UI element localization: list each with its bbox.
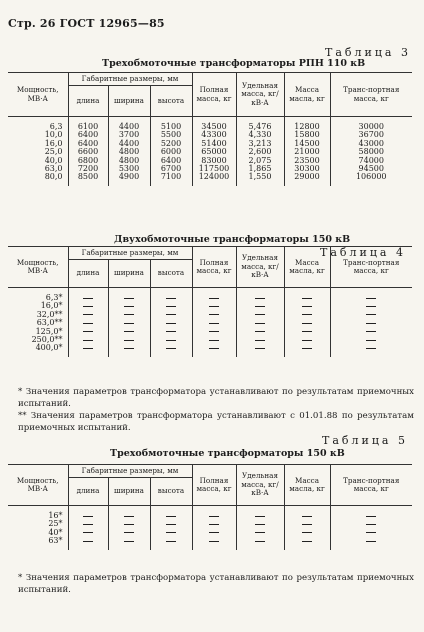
value-cell: 5100 [150,123,192,131]
value-cell: 2,600 [236,148,284,156]
dash-cell [108,529,150,537]
dash-cell [284,336,330,344]
power-cell: 40* [8,529,68,537]
dash-cell [108,537,150,545]
dash-mark [166,541,176,542]
dash-mark [366,532,376,533]
value-cell: 12800 [284,123,330,131]
dash-cell [68,302,108,310]
value-cell: 117500 [192,165,236,173]
dash-cell [150,319,192,327]
value-cell: 1,550 [236,173,284,181]
dash-cell [236,311,284,319]
value-cell: 36700 [330,131,412,139]
dash-mark [366,331,376,332]
power-cell: 63,0** [8,319,68,327]
dash-cell [192,512,236,520]
dash-cell [330,328,412,336]
dash-cell [108,328,150,336]
dash-mark [124,532,134,533]
dash-mark [209,348,219,349]
power-cell: 125,0* [8,328,68,336]
value-cell: 15800 [284,131,330,139]
dash-cell [68,520,108,528]
dash-cell [108,336,150,344]
dash-cell [68,294,108,302]
dash-cell [150,311,192,319]
dash-mark [255,323,265,324]
col-height: высота [150,260,192,288]
dash-mark [366,348,376,349]
dash-mark [83,524,93,525]
dash-mark [209,340,219,341]
power-cell: 16,0 [8,140,68,148]
power-cell: 6,3* [8,294,68,302]
table-row [8,512,412,520]
table-row [8,344,412,352]
col-dims-group: Габаритные размеры, мм [68,73,192,86]
value-cell: 3700 [108,131,150,139]
dash-cell [284,319,330,327]
value-cell: 6400 [68,131,108,139]
value-cell: 74000 [330,157,412,165]
col-transport-mass: Транс-портная масса, кг [330,465,412,506]
value-cell: 6800 [68,157,108,165]
dash-mark [124,348,134,349]
col-transport-mass: Транс-портная масса, кг [330,73,412,117]
value-cell: 5,476 [236,123,284,131]
value-cell: 4800 [108,148,150,156]
value-cell: 4900 [108,173,150,181]
dash-mark [83,306,93,307]
dash-cell [108,319,150,327]
dash-cell [68,512,108,520]
power-cell: 32,0** [8,311,68,319]
dash-mark [366,541,376,542]
dash-mark [209,541,219,542]
dash-mark [255,340,265,341]
value-cell: 21000 [284,148,330,156]
value-cell: 4,330 [236,131,284,139]
table5 [8,464,412,550]
dash-cell [236,328,284,336]
dash-cell [150,294,192,302]
dash-cell [192,302,236,310]
dash-mark [209,524,219,525]
value-cell: 7200 [68,165,108,173]
dash-mark [366,516,376,517]
table5-title: Трехобмоточные трансформаторы 150 кВ [110,448,345,459]
value-cell: 6600 [68,148,108,156]
dash-cell [330,302,412,310]
dash-cell [330,311,412,319]
dash-cell [284,302,330,310]
table-row [8,537,412,545]
power-cell: 16,0* [8,302,68,310]
dash-mark [83,314,93,315]
col-power: Мощность, МВ·А [8,73,68,117]
dash-cell [236,344,284,352]
dash-cell [150,302,192,310]
dash-cell [330,520,412,528]
dash-mark [302,516,312,517]
dash-mark [209,314,219,315]
dash-mark [209,298,219,299]
dash-cell [330,336,412,344]
dash-mark [366,340,376,341]
dash-mark [255,298,265,299]
dash-mark [83,348,93,349]
table5-note-1: * Значения параметров трансформатора устанавливают по результатам приемочных испытаний. [18,573,414,595]
dash-mark [302,532,312,533]
dash-mark [302,331,312,332]
table-row [8,173,412,181]
dash-cell [236,294,284,302]
dash-cell [108,294,150,302]
dash-cell [284,512,330,520]
dash-mark [209,532,219,533]
dash-cell [236,520,284,528]
table3-caption: Таблица 3 [325,46,411,59]
power-cell: 6,3 [8,123,68,131]
dash-mark [166,331,176,332]
value-cell: 3,213 [236,140,284,148]
dash-mark [83,532,93,533]
dash-mark [124,323,134,324]
power-cell: 10,0 [8,131,68,139]
power-cell: 25* [8,520,68,528]
dash-cell [330,344,412,352]
dash-mark [166,524,176,525]
dash-mark [166,532,176,533]
dash-mark [302,348,312,349]
dash-cell [68,319,108,327]
col-dims-group: Габаритные размеры, мм [68,465,192,478]
power-cell: 16* [8,512,68,520]
table-row [8,319,412,327]
dash-mark [366,298,376,299]
table3 [8,72,412,186]
col-oil-mass: Масса масла, кг [284,465,330,506]
dash-mark [302,323,312,324]
power-cell: 63* [8,537,68,545]
value-cell: 43300 [192,131,236,139]
dash-cell [330,512,412,520]
dash-mark [366,306,376,307]
dash-cell [108,520,150,528]
table4-note-1: * Значения параметров трансформатора устанавливают по результатам приемочных испытаний. [18,387,414,409]
power-cell: 40,0 [8,157,68,165]
table5-caption: Таблица 5 [322,434,408,447]
dash-cell [284,294,330,302]
value-cell: 8500 [68,173,108,181]
dash-cell [236,319,284,327]
value-cell: 65000 [192,148,236,156]
value-cell: 4800 [108,157,150,165]
dash-cell [284,311,330,319]
col-dims-group: Габаритные размеры, мм [68,247,192,260]
dash-mark [166,306,176,307]
dash-mark [166,516,176,517]
value-cell: 23500 [284,157,330,165]
dash-mark [255,348,265,349]
dash-cell [150,537,192,545]
table4-caption: Таблица 4 [320,246,406,259]
table4-note-2: ** Значения параметров трансформатора устанавливают с 01.01.88 по результатам приемочных испытаний. [18,411,414,433]
value-cell: 29000 [284,173,330,181]
value-cell: 4400 [108,123,150,131]
dash-cell [150,344,192,352]
dash-cell [192,529,236,537]
dash-mark [124,306,134,307]
value-cell: 4400 [108,140,150,148]
col-width: ширина [108,260,150,288]
dash-mark [302,524,312,525]
dash-mark [166,340,176,341]
dash-mark [124,331,134,332]
dash-cell [192,344,236,352]
table-row [8,294,412,302]
dash-mark [166,348,176,349]
dash-cell [284,529,330,537]
dash-mark [209,331,219,332]
power-cell: 63,0 [8,165,68,173]
power-cell: 80,0 [8,173,68,181]
dash-mark [124,524,134,525]
dash-mark [83,331,93,332]
dash-cell [236,537,284,545]
dash-mark [302,340,312,341]
col-width: ширина [108,478,150,506]
dash-mark [255,524,265,525]
value-cell: 6400 [68,140,108,148]
value-cell: 6100 [68,123,108,131]
value-cell: 2,075 [236,157,284,165]
col-length: длина [68,86,108,117]
col-full-mass: Полная масса, кг [192,73,236,117]
value-cell: 5300 [108,165,150,173]
dash-cell [330,529,412,537]
dash-cell [330,294,412,302]
dash-cell [68,328,108,336]
col-length: длина [68,260,108,288]
power-cell: 400,0* [8,344,68,352]
power-cell: 25,0 [8,148,68,156]
dash-cell [192,520,236,528]
dash-mark [255,314,265,315]
value-cell: 34500 [192,123,236,131]
dash-mark [209,306,219,307]
value-cell: 6000 [150,148,192,156]
dash-cell [330,319,412,327]
dash-mark [209,323,219,324]
col-specific-mass: Удельная масса, кг/кВ·А [236,247,284,288]
dash-cell [150,520,192,528]
dash-mark [124,541,134,542]
table4 [8,246,412,357]
dash-mark [124,340,134,341]
power-cell: 250,0** [8,336,68,344]
table-row [8,328,412,336]
dash-mark [366,314,376,315]
table3-title: Трехобмоточные трансформаторы РПН 110 кВ [102,58,366,69]
dash-mark [83,340,93,341]
dash-cell [192,336,236,344]
dash-mark [302,298,312,299]
value-cell: 58000 [330,148,412,156]
value-cell: 51400 [192,140,236,148]
dash-cell [330,537,412,545]
dash-mark [255,306,265,307]
table-row [8,529,412,537]
value-cell: 7100 [150,173,192,181]
dash-mark [366,323,376,324]
dash-mark [166,314,176,315]
col-oil-mass: Масса масла, кг [284,247,330,288]
dash-cell [150,529,192,537]
dash-cell [192,294,236,302]
value-cell: 14500 [284,140,330,148]
dash-mark [83,541,93,542]
dash-cell [150,512,192,520]
dash-mark [366,524,376,525]
dash-mark [255,532,265,533]
dash-cell [236,336,284,344]
dash-mark [83,298,93,299]
value-cell: 5200 [150,140,192,148]
dash-cell [68,336,108,344]
col-transport-mass: Транс-портная масса, кг [330,247,412,288]
dash-cell [192,328,236,336]
table-row [8,520,412,528]
col-power: Мощность, МВ·А [8,465,68,506]
value-cell: 30000 [330,123,412,131]
dash-mark [302,314,312,315]
dash-cell [284,537,330,545]
dash-cell [108,302,150,310]
value-cell: 106000 [330,173,412,181]
table-row [8,311,412,319]
value-cell: 83000 [192,157,236,165]
dash-mark [83,516,93,517]
value-cell: 94500 [330,165,412,173]
dash-cell [150,328,192,336]
table4-title: Двухобмоточные трансформаторы 150 кВ [114,234,351,245]
col-full-mass: Полная масса, кг [192,465,236,506]
col-height: высота [150,86,192,117]
dash-mark [302,541,312,542]
dash-mark [166,298,176,299]
dash-mark [209,516,219,517]
dash-mark [124,298,134,299]
dash-cell [108,512,150,520]
dash-cell [108,344,150,352]
dash-mark [124,516,134,517]
col-height: высота [150,478,192,506]
value-cell: 6400 [150,157,192,165]
dash-cell [68,529,108,537]
dash-mark [166,323,176,324]
value-cell: 1,865 [236,165,284,173]
value-cell: 43000 [330,140,412,148]
table-row [8,302,412,310]
dash-cell [236,302,284,310]
dash-cell [192,311,236,319]
value-cell: 6700 [150,165,192,173]
dash-mark [83,323,93,324]
dash-mark [124,314,134,315]
col-length: длина [68,478,108,506]
dash-mark [255,516,265,517]
page-header: Стр. 26 ГОСТ 12965—85 [8,17,165,30]
dash-mark [255,331,265,332]
dash-cell [108,311,150,319]
dash-cell [68,311,108,319]
dash-cell [284,520,330,528]
dash-cell [192,537,236,545]
dash-cell [68,537,108,545]
value-cell: 30300 [284,165,330,173]
dash-cell [150,336,192,344]
dash-mark [302,306,312,307]
value-cell: 5500 [150,131,192,139]
dash-cell [236,512,284,520]
dash-cell [236,529,284,537]
table-row [8,336,412,344]
dash-mark [255,541,265,542]
col-width: ширина [108,86,150,117]
col-specific-mass: Удельная масса, кг/кВ·А [236,73,284,117]
value-cell: 124000 [192,173,236,181]
col-full-mass: Полная масса, кг [192,247,236,288]
dash-cell [68,344,108,352]
col-specific-mass: Удельная масса, кг/кВ·А [236,465,284,506]
dash-cell [284,328,330,336]
dash-cell [284,344,330,352]
col-oil-mass: Масса масла, кг [284,73,330,117]
col-power: Мощность, МВ·А [8,247,68,288]
dash-cell [192,319,236,327]
